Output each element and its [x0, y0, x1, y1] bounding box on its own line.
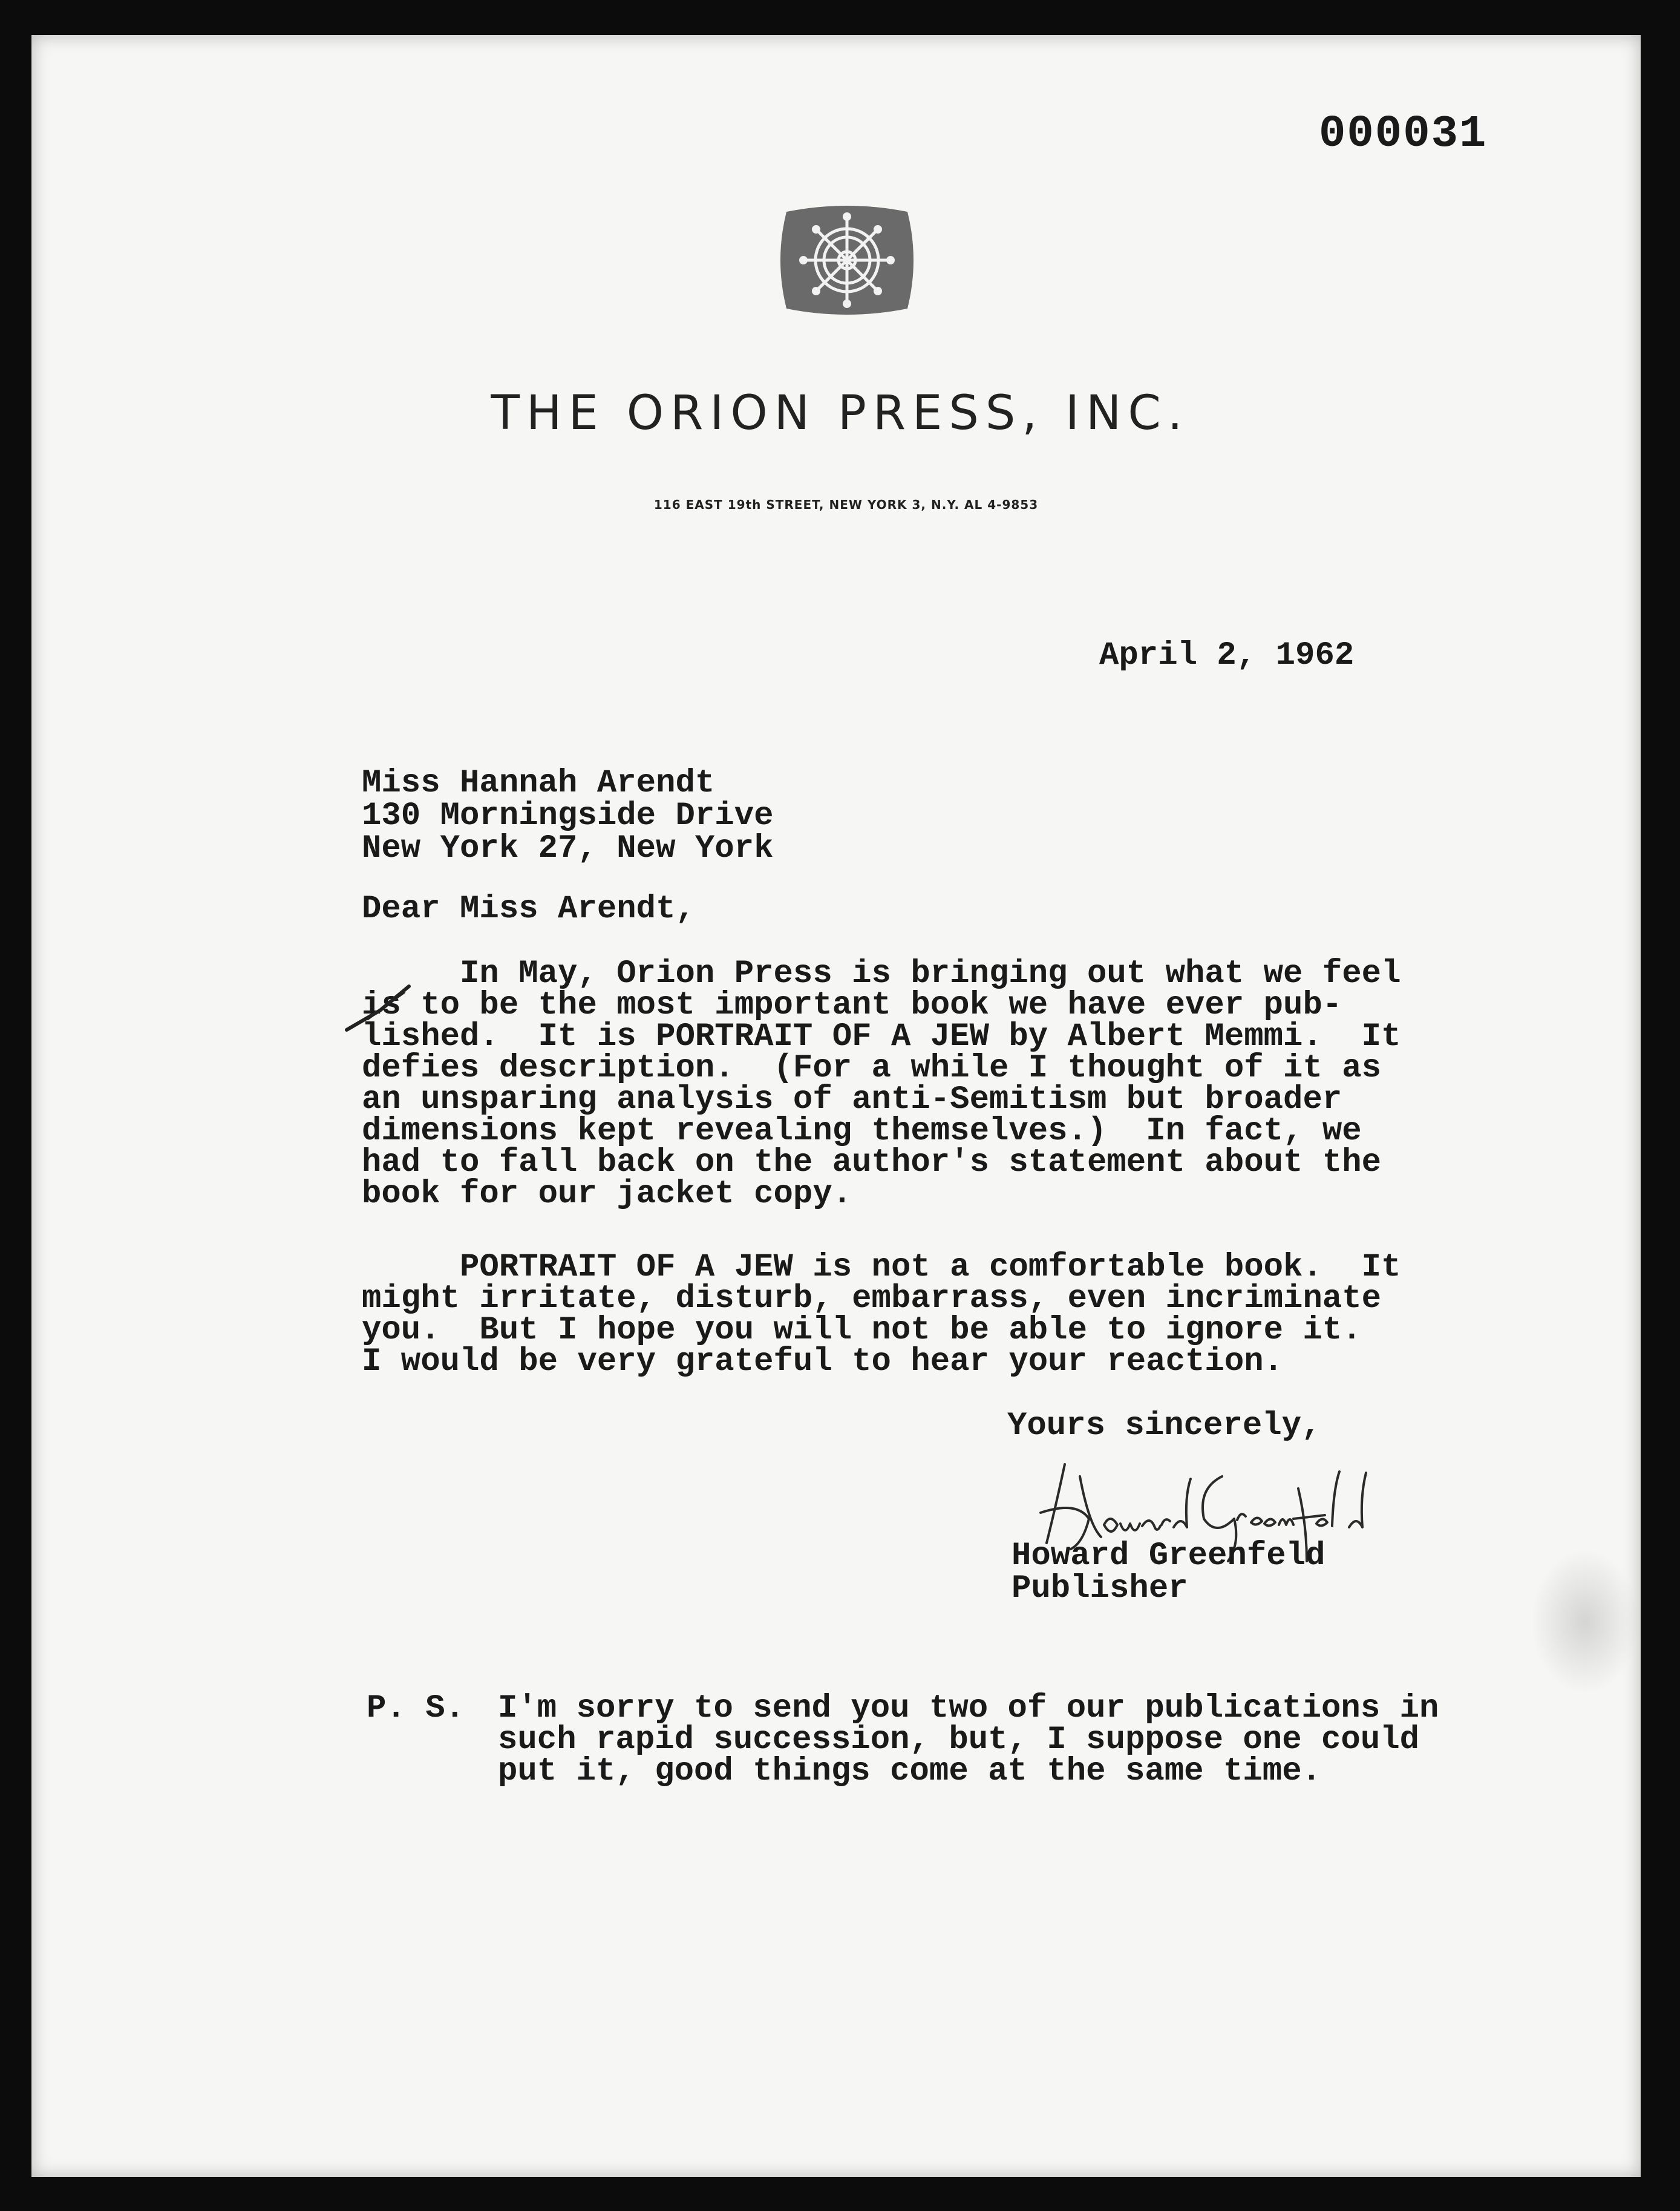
postscript-body	[498, 1692, 1466, 1789]
paragraph-line: is to be the most important book we have ever pub-	[362, 987, 1342, 1024]
document-number: 000031	[1319, 109, 1488, 160]
postscript-label: P. S.	[367, 1690, 465, 1727]
letter-date: April 2, 1962	[1099, 637, 1355, 674]
paragraph-line: I would be very grateful to hear your reaction.	[362, 1343, 1284, 1380]
recipient-line: New York 27, New York	[362, 830, 774, 867]
paragraph-line: might irritate, disturb, embarrass, even incriminate	[362, 1280, 1382, 1317]
ship-wheel-logo-icon	[774, 200, 920, 321]
paragraph-line: dimensions kept revealing themselves.) In fact, we	[362, 1113, 1362, 1150]
paragraph-line: lished. It is PORTRAIT OF A JEW by Albert Memmi. It	[362, 1018, 1401, 1055]
company-address: 116 EAST 19th STREET, NEW YORK 3, N.Y. AL 4-9853	[653, 497, 1039, 512]
signer-name: Howard Greenfeld	[1012, 1538, 1325, 1574]
paragraph-line: book for our jacket copy.	[362, 1176, 852, 1213]
paper-smudge	[1531, 1549, 1639, 1694]
closing: Yours sincerely,	[1007, 1407, 1321, 1444]
signer-title: Publisher	[1012, 1570, 1188, 1607]
paragraph-line: defies description. (For a while I thought of it as	[362, 1050, 1382, 1087]
paragraph-line: In May, Orion Press is bringing out what we feel	[362, 955, 1401, 992]
recipient-line: 130 Morningside Drive	[362, 798, 774, 834]
body-paragraph-2	[362, 1251, 1451, 1384]
recipient-line: Miss Hannah Arendt	[362, 765, 715, 802]
postscript-line: put it, good things come at the same time.	[498, 1753, 1322, 1790]
handwritten-strike-mark	[344, 981, 416, 1036]
paragraph-line: an unsparing analysis of anti-Semitism but broader	[362, 1081, 1342, 1118]
paragraph-line: you. But I hope you will not be able to ignore it.	[362, 1312, 1362, 1349]
company-name: THE ORION PRESS, INC.	[491, 386, 1189, 441]
postscript-line: such rapid succession, but, I suppose one could	[498, 1721, 1420, 1758]
recipient-address	[362, 767, 1451, 870]
paragraph-line: had to fall back on the author's statement about the	[362, 1144, 1382, 1181]
postscript-line: I'm sorry to send you two of our publications in	[498, 1690, 1439, 1727]
body-paragraph-1	[362, 955, 1451, 1213]
salutation: Dear Miss Arendt,	[362, 891, 695, 928]
paragraph-line: PORTRAIT OF A JEW is not a comfortable book. It	[362, 1249, 1401, 1286]
signer-block	[1012, 1540, 1435, 1607]
